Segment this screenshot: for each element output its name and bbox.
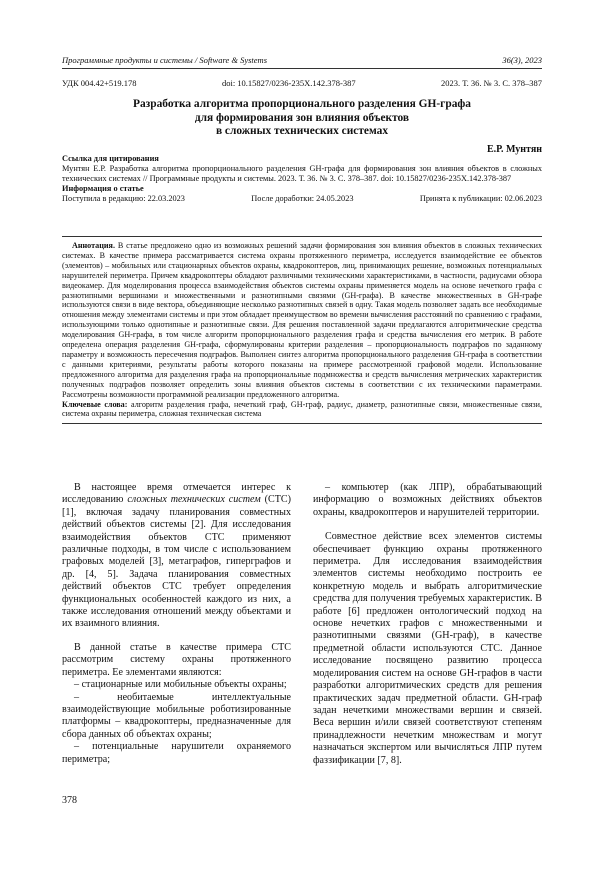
revised-date: После доработки: 24.05.2023 xyxy=(251,194,353,204)
volume-ref: 2023. Т. 36. № 3. С. 378–387 xyxy=(441,78,542,88)
title-line-1: Разработка алгоритма пропорционального разделения GH-графа xyxy=(62,98,542,112)
article-dates xyxy=(62,194,542,204)
abstract-label: Аннотация. xyxy=(72,241,115,250)
author: Е.Р. Мунтян xyxy=(487,144,542,155)
article-info-heading: Информация о статье xyxy=(62,184,542,194)
paper-title xyxy=(62,98,542,139)
body-columns xyxy=(62,482,542,767)
right-paragraph-1: – компьютер (как ЛПР), обрабатывающий информацию о возможных действиях объектов охраны, квадрокоптеров и нарушителей территории. xyxy=(313,482,542,519)
citation-block xyxy=(62,154,542,204)
received-date: Поступила в редакцию: 22.03.2023 xyxy=(62,194,185,204)
abstract xyxy=(62,241,542,400)
udk: УДК 004.42+519.178 xyxy=(62,78,137,88)
title-line-3: в сложных технических системах xyxy=(62,125,542,139)
left-column xyxy=(62,482,291,767)
citation-heading: Ссылка для цитирования xyxy=(62,154,542,164)
left-paragraph-3: – стационарные или мобильные объекты охраны; xyxy=(62,679,291,691)
running-header xyxy=(62,55,542,65)
issue-number: 36(3), 2023 xyxy=(502,55,542,65)
right-paragraph-2: Совместное действие всех элементов системы обеспечивает функцию охраны протяженного периметра. Для исследования взаимодействия элементов системы необходимо построить ее конкретную модель и выбрать алгоритмические средства для получения требуемых характеристик. В работе [6] предложен онтологический подход на основе нечетких графов с множественными и разнотипными связями (GH-граф), в качестве предметной области используются СТС. Данное исследование посвящено развитию процесса моделирования систем на основе GH-графов в части разработки алгоритмических средств для решения практических задач предметной области. GH-граф задан нечеткими множествами вершин и связей. Веса вершин и/или связей соответствуют степеням принадлежности нечетким множествам и могут назначаться экспертом или вычисляться ЛПР путем фаззификации [7, 8]. xyxy=(313,531,542,767)
emphasis: сложных технических систем xyxy=(127,494,260,505)
citation-text: Мунтян Е.Р. Разработка алгоритма пропорционального разделения GH-графа для формирования зон влияния объектов в сложных технических системах // Программные продукты и системы. 2023. Т. 36. № 3. С. 378–387. doi: 10.15827/0236-235X.142.378-387 xyxy=(62,164,542,184)
journal-name: Программные продукты и системы / Software & Systems xyxy=(62,55,267,65)
left-paragraph-4: – необитаемые интеллектуальные взаимодействующие мобильные роботизированные платформы – квадрокоптеры, предназначенные для сбора данных об объектах охраны; xyxy=(62,692,291,742)
page-number: 378 xyxy=(62,795,77,806)
doi: doi: 10.15827/0236-235X.142.378-387 xyxy=(222,78,356,88)
header-rule xyxy=(62,68,542,69)
title-line-2: для формирования зон влияния объектов xyxy=(62,112,542,126)
text-run: В настоящее время отмечается интерес к исследованию xyxy=(62,482,291,505)
left-paragraph-1 xyxy=(62,482,291,631)
text-run: (СТС) [1], включая задачу планирования совместных действий объектов системы [2]. Для исследования взаимодействия объектов СТС применяют различные подходы, в том числе с использованием графовых моделей [3], метаграфов, гиперграфов и др. [4, 5]. Задача планирования совместных действий объектов СТС требует определения функциональных особенностей каждого из них, а также исследования отношений между объектами и их взаимного влияния. xyxy=(62,494,291,629)
left-paragraph-2: В данной статье в качестве примера СТС рассмотрим систему охраны протяженного периметра. Ее элементами являются: xyxy=(62,642,291,679)
right-column xyxy=(313,482,542,767)
keywords xyxy=(62,400,542,420)
abstract-text: В статье предложено одно из возможных решений задачи формирования зон влияния объектов в сложных технических системах. В качестве примера рассматривается система охраны протяженного периметра, исследуется взаимодействие ее объектов (элементов) – мобильных или стационарных объектов охраны, квадрокоптеров, лиц, принимающих решение, возможных потенциальных нарушителей периметра. Причем квадрокоптеры обладают различными техническими характеристиками, в частности, радиусами обзора видеокамер. Для моделирования процесса взаимодействия объектов системы охраны применяется модель на основе нечеткого графа с разнотипными вершинами и множественными и разнотипными связями (GH-графа). В качестве множественных в GH-графе используются связи в виде вектора, объединяющие несколько разнотипных связей в одну. Такая модель позволяет задать все необходимые отношения между элементами системы и при этом обладает преимуществом во времени вычисления расстояний по сравнению с графами, использующими только однотипные и разнотипные связи. Для решения поставленной задачи предлагаются алгоритмические средства моделирования GH-графа, в том числе алгоритм пропорционального разделения графа и средства вычисления его метрик. В работе определена операция разделения GH-графа, сформулированы критерии разделения – пропорциональность подграфов по заданному параметру и возможность пересечения подграфов. Выполнен синтез алгоритма пропорционального разделения GH-графа в соответствии с данными критериями, результаты работы которого показаны на примере рассмотренной графовой модели. Использование предложенного алгоритма для разделения графа на пропорциональные подмножества и средств вычисления метрических характеристик полученных подграфов позволяет определить зоны влияния объектов системы в соответствии с их техническими параметрами. Рассмотрены возможности программной реализации предложенного алгоритма. xyxy=(62,241,542,399)
keywords-label: Ключевые слова: xyxy=(62,400,127,409)
left-paragraph-5: – потенциальные нарушители охраняемого периметра; xyxy=(62,741,291,766)
keywords-text: алгоритм разделения графа, нечеткий граф, GH-граф, радиус, диаметр, разнотипные связи, множественные связи, система охраны периметра, сложная техническая система xyxy=(62,400,542,419)
accepted-date: Принята к публикации: 02.06.2023 xyxy=(420,194,542,204)
abstract-block xyxy=(62,236,542,424)
meta-line xyxy=(62,78,542,88)
